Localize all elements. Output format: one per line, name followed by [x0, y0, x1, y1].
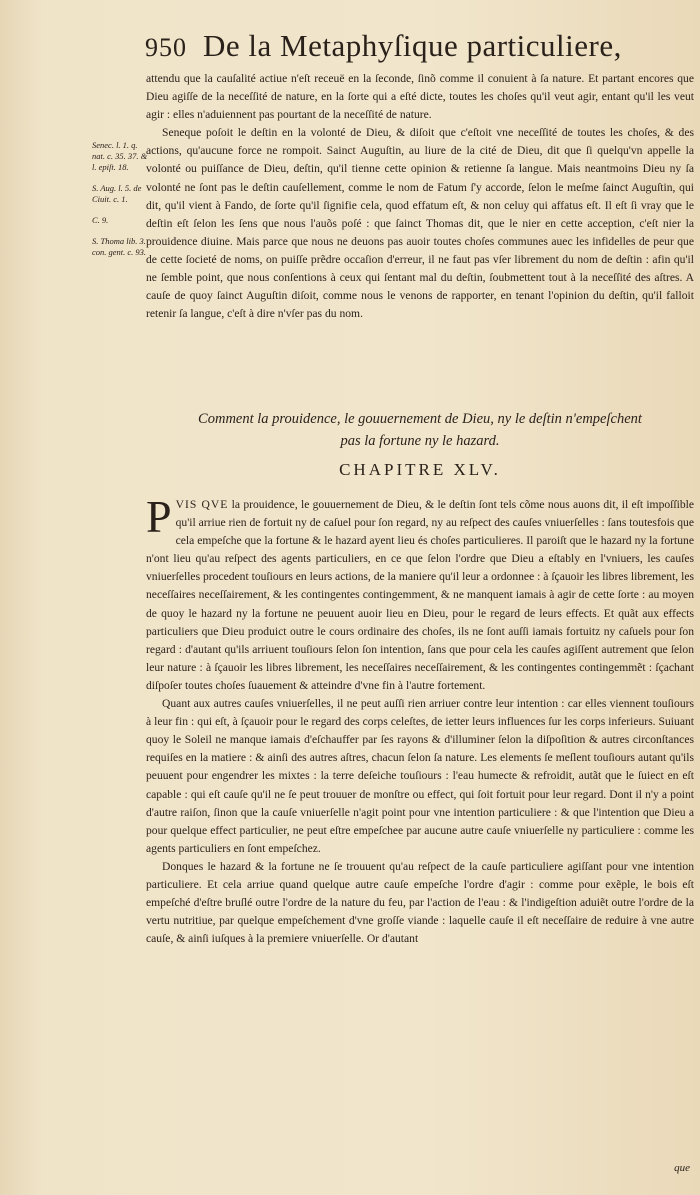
chapter-title — [150, 408, 690, 452]
paragraph-quant: Quant aux autres cauſes vniuerſelles, il ne peut auſſi rien arriuer contre leur intention : car elles viennent touſiours à leur fin : qui eſt, à ſçauoir pour le regard des corps celeſtes, de ietter leurs influences ſur les corps inferieurs. Suiuant quoy le Soleil ne manque iamais d'eſchauffer par ſes rayons & d'illuminer ſelon la diſpoſition & autres circonſtances requiſes en la matiere : & ainſi des autres aſtres, chacun ſelon ſa nature. Les elements ſe meſlent touſiours autant qu'ils peuuent pour engendrer les mixtes : la terre deſeiche touſiours : l'eau humecte & refroidit, autãt que le ſuiect en eſt capable : qui eſt cauſe qu'il ne ſe peut trouuer de monſtre ou effect, qui ſoit fortuit pour leur regard. Dont il n'y a point d'autre raiſon, ſinon que la cauſe vniuerſelle n'agit point pour vne intention particuliere : & que l'intention que Dieu a pour quelque effect particulier, ne peut eſtre empeſchee par aucune autre cauſe vniuerſelle ny particuliere : comme les agents particuliers en ſont empeſchez. — [146, 697, 694, 855]
margin-note-chapter: C. 9. — [92, 215, 109, 225]
catchword: que — [674, 1162, 690, 1174]
running-title: De la Metaphyſique particuliere, — [203, 28, 622, 63]
paragraph-donques: Donques le hazard & la fortune ne ſe trouuent qu'au reſpect de la cauſe particuliere agiſſant pour vne intention particuliere. Et cela arriue quand quelque autre cauſe empeſche l'ordre d'agir : comme pour exẽple, le bois eſt empeſché d'eſtre bruſlé outre l'ordre de la nature du feu, par l'action de l'eau : & l'indigeſtion aduiẽt outre l'ordre de la vertu nutritiue, par quelque empeſchement d'vne groſſe viande : laquelle cauſe il eſt neceſſaire de reduire à vne autre cauſe, & ainſi iuſques à la premiere vniuerſelle. Or d'autant — [146, 859, 694, 946]
margin-note-seneca: Senec. l. 1. q. nat. c. 35. 37. & l. epiſt. 18. — [92, 140, 148, 172]
chapter-title-line-1: Comment la prouidence, le gouuernement de Dieu, ny le deſtin n'empeſchent — [198, 411, 642, 427]
margin-notes — [92, 140, 150, 268]
page-header — [145, 28, 690, 70]
paragraph-continuation: attendu que la cauſalité actiue n'eſt receuë en la ſeconde, ſinõ comme il conuient à ſa nature. Et partant encores que Dieu agiſſe de la neceſſité de nature, en la ſorte qui a eſté dicte, toutes les choſes qu'il veut agir, entant qu'il les veut agir : elles n'aduiennent pas pourtant de la neceſſité de nature. — [146, 72, 694, 122]
chapter-heading: CHAPITRE XLV. — [339, 460, 501, 479]
chapter-title-line-2: pas la fortune ny le hazard. — [340, 433, 500, 449]
top-text-block — [146, 70, 694, 323]
chapter-body — [146, 491, 694, 948]
paragraph-puis-que — [146, 491, 694, 695]
drop-cap: P — [146, 491, 172, 542]
paragraph-seneque: Seneque poſoit le deſtin en la volonté de Dieu, & diſoit que c'eſtoit vne neceſſité de toutes les choſes, & des actions, qu'aucune force ne rompoit. Sainct Auguſtin, au liure de la cité de Dieu, dit que ſi quelqu'vn appelle la volonté ou puiſſance de Dieu, deſtin, qu'il tienne cette opinion & retienne ſa langue. Mais neantmoins Dieu ny ſa volonté ne ſont pas le deſtin cauſellement, comme le nom de Fatum ſ'y accorde, ſelon le meſme ſainct Auguſtin, qui dit, qu'il vient à Fando, de ſorte qu'il ſignifie cela, quod effatum eſt, & non celuy qui affatus eſt. Il eſt ſi vray que le deſtin eſt ſelon les ſens que nous l'auõs poſé : que ſainct Thomas dit, que le nier en cette acception, c'eſt nier la prouidence diuine. Mais parce que nous ne deuons pas auoir toutes choſes communes auec les infidelles de peur que de cette ſocieté de noms, on puiſſe prẽdre occaſion d'erreur, il ne faut pas vſer librement du nom de deſtin : afin qu'il ne ſemble point, que nous conſentions à ceux qui ſentant mal du deſtin, ſoubmettent tout à la neceſſité des aſtres. A cauſe de quoy ſainct Auguſtin diſoit, comme nous le venons de rapporter, en tenant l'opinion du deſtin, qu'il falloit retenir ſa langue, c'eſt à dire n'vſer pas du nom. — [146, 126, 694, 321]
page-number: 950 — [145, 33, 187, 62]
first-word: VIS QVE — [175, 498, 229, 511]
margin-note-thomas: S. Thoma lib. 3. con. gent. c. 93. — [92, 236, 147, 257]
paragraph-1-text: la prouidence, le gouuernement de Dieu, & le deſtin ſont tels cõme nous auons dit, il eſt impoſſible qu'il arriue rien de fortuit ny de caſuel pour ſon regard, ny au reſpect des cauſes vniuerſelles : ſans toutesfois que cela empeſche que la fortune & le hazard ayent lieu és choſes particulieres. Il paroiſt que le hazard ny la fortune n'ont lieu qu'au reſpect des agents particuliers, en ce que ſelon l'ordre que Dieu a eſtably en l'vniuers, les cauſes vniuerſelles procedent touſiours en leurs actions, de la maniere qu'il leur a ordonnee : à ſçauoir les libres librement, les neceſſaires neceſſairement, & les contingentes contingemment, & ne manquent iamais à agir de cette ſorte : au moyen de quoy le hazard ny la fortune ne peuuent auoir lieu en Dieu, pour le regard de leurs effects. Et quãt aux effects particuliers que Dieu produict outre le cours ordinaire des choſes, ils ne ſont auſſi iamais fortuitz ny caſuels pour ſon regard : d'autant qu'ils arriuent touſiours ſelon ſon intention, ſans que pour cela les cauſes agiſſent autrement que ſelon leur nature : à ſçauoir les libres librement, les neceſſaires neceſſairement, & les contingentes contingemmẽt : ſçachant diſpoſer toutes choſes ſuauement & atteindre d'vne fin à l'autre fortement. — [146, 498, 694, 692]
margin-note-augustine: S. Aug. l. 5. de Ciuit. c. 1. — [92, 183, 142, 204]
